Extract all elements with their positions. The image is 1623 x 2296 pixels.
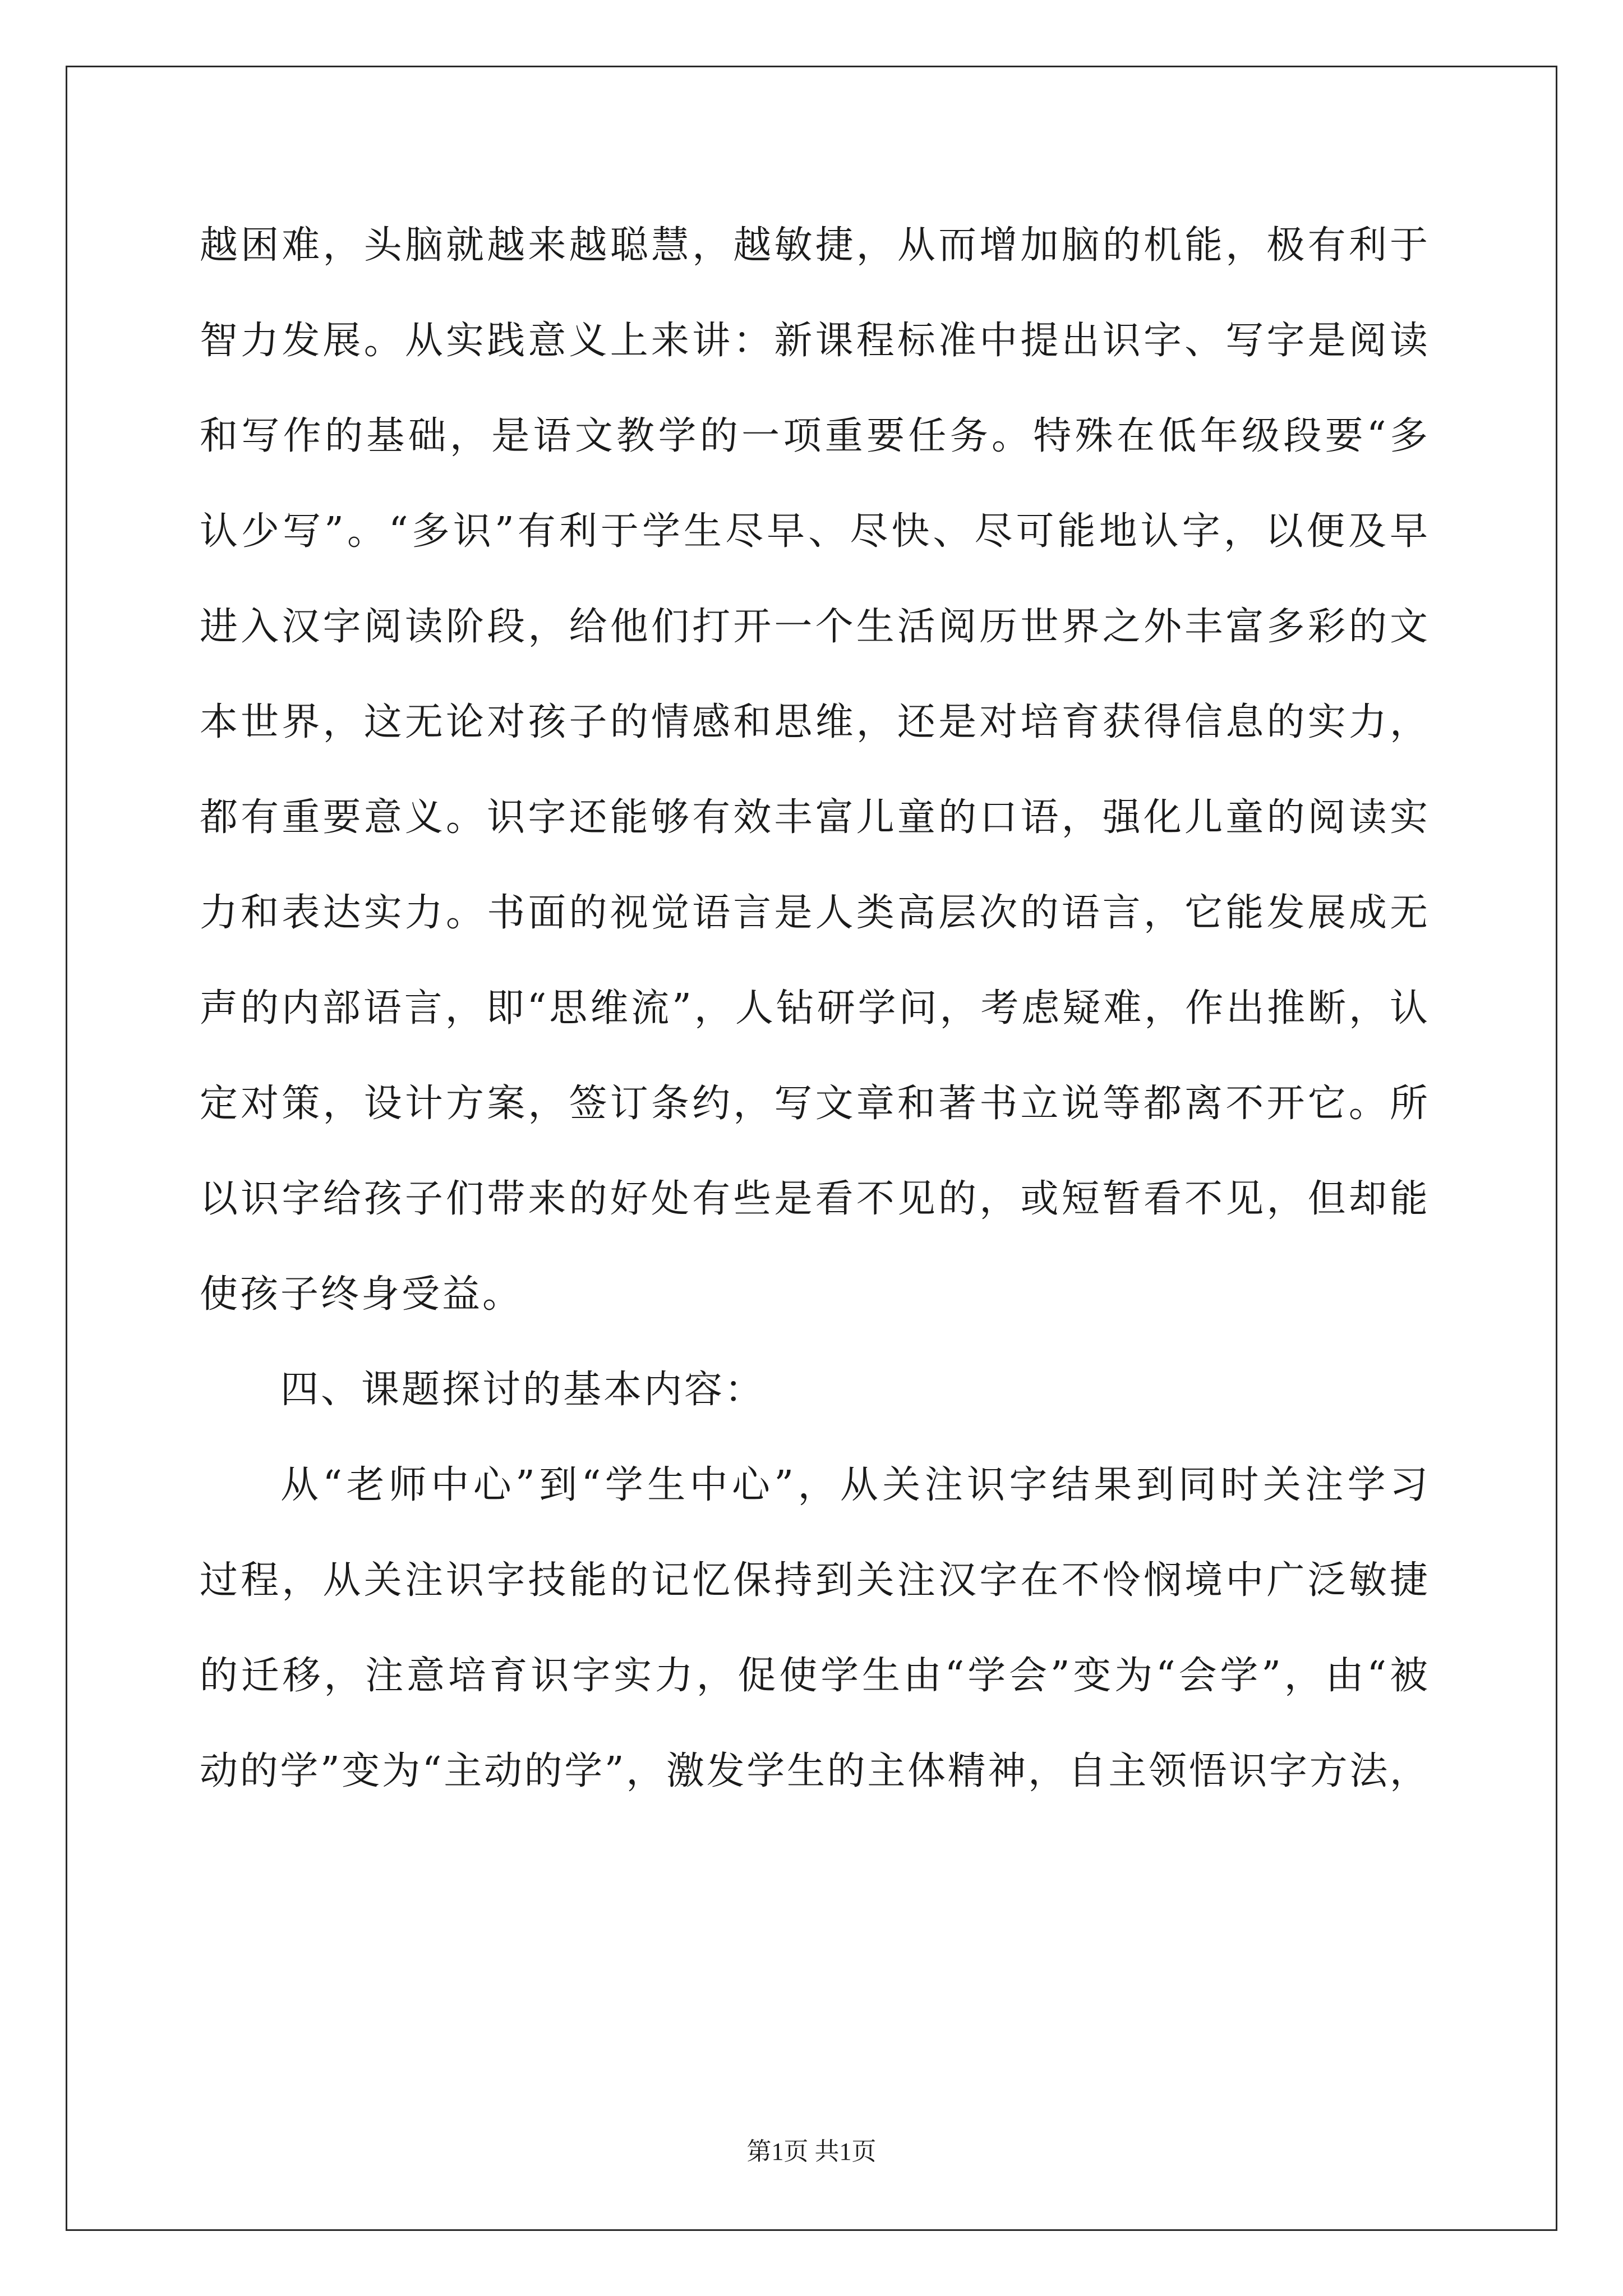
- text-line: 认少写”。“多识”有利于学生尽早、尽快、尽可能地认字，以便及早: [200, 509, 1428, 554]
- text-line: 力和表达实力。书面的视觉语言是人类高层次的语言，它能发展成无: [200, 891, 1428, 935]
- text-line: 以识字给孩子们带来的好处有些是看不见的，或短暂看不见，但却能: [200, 1177, 1428, 1221]
- text-line: 过程，从关注识字技能的记忆保持到关注汉字在不怜悯境中广泛敏捷: [200, 1558, 1428, 1603]
- page-footer: 第1页 共1页: [746, 2138, 877, 2165]
- text-line: 定对策，设计方案，签订条约，写文章和著书立说等都离不开它。所: [200, 1082, 1428, 1126]
- text-line: 都有重要意义。识字还能够有效丰富儿童的口语，强化儿童的阅读实: [200, 795, 1428, 840]
- text-line: 进入汉字阅读阶段，给他们打开一个生活阅历世界之外丰富多彩的文: [200, 605, 1428, 649]
- text-line: 和写作的基础，是语文教学的一项重要任务。特殊在低年级段要“多: [200, 414, 1428, 458]
- text-line: 本世界，这无论对孩子的情感和思维，还是对培育获得信息的实力，: [200, 700, 1428, 744]
- text-line: 越困难，头脑就越来越聪慧，越敏捷，从而增加脑的机能，极有利于: [200, 223, 1428, 268]
- page-border: [66, 66, 1557, 2231]
- text-line: 声的内部语言，即“思维流”，人钻研学问，考虑疑难，作出推断，认: [200, 986, 1428, 1030]
- text-line: 智力发展。从实践意义上来讲：新课程标准中提出识字、写字是阅读: [200, 319, 1428, 363]
- text-line: 的迁移，注意培育识字实力，促使学生由“学会”变为“会学”，由“被: [200, 1654, 1428, 1698]
- section-heading: 四、课题探讨的基本内容：: [280, 1368, 766, 1412]
- text-line: 从“老师中心”到“学生中心”，从关注识字结果到同时关注学习: [280, 1463, 1428, 1507]
- text-line: 动的学”变为“主动的学”，激发学生的主体精神，自主领悟识字方法，: [200, 1749, 1428, 1793]
- text-line: 使孩子终身受益。: [200, 1272, 523, 1317]
